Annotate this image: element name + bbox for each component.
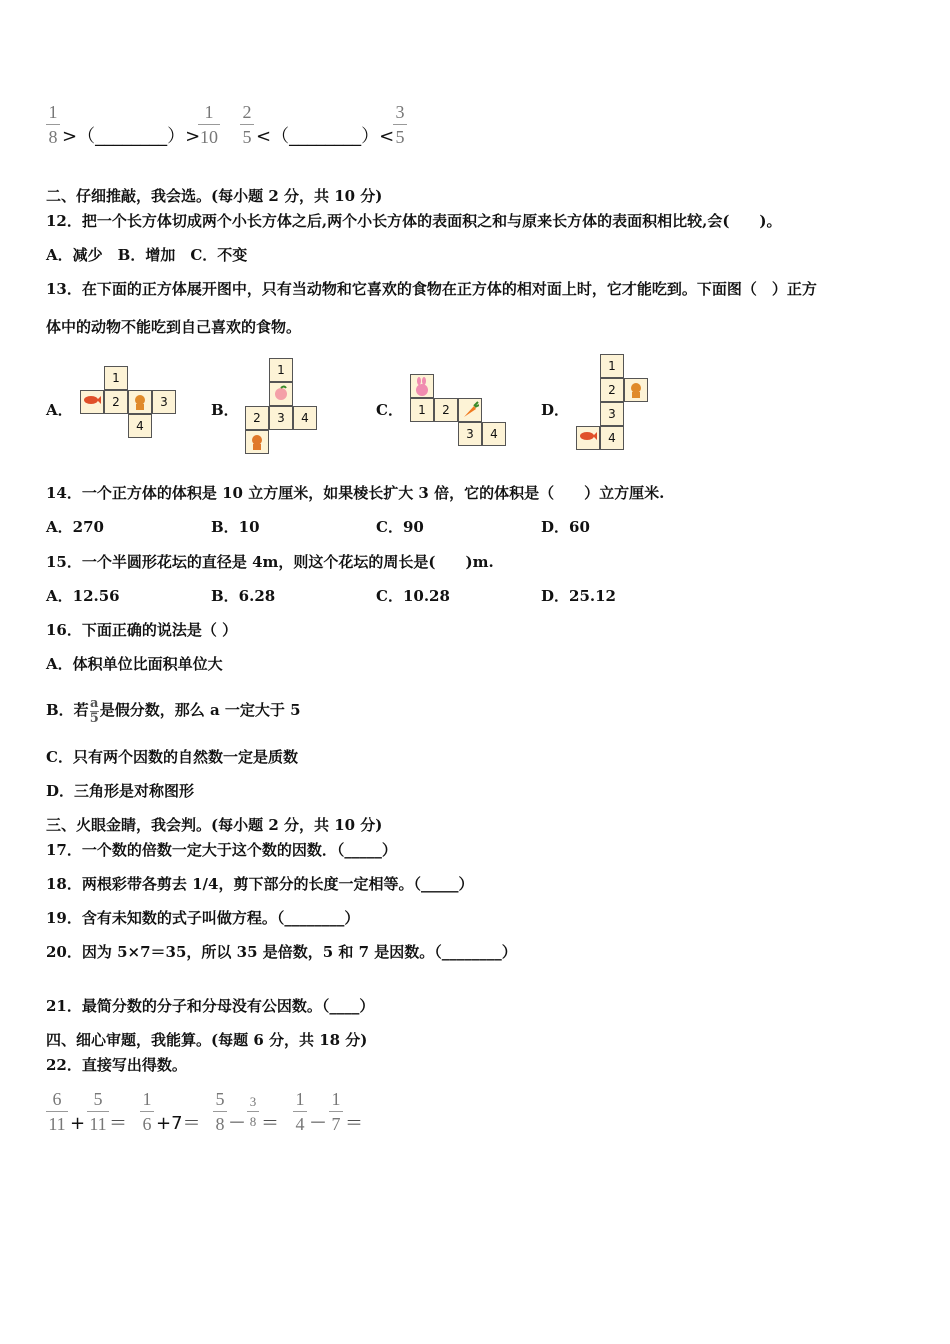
net-square-monkey xyxy=(245,430,269,454)
q16-option-a[interactable]: A．体积单位比面积单位大 xyxy=(46,655,223,673)
fraction-2-5: 2 5 xyxy=(240,102,254,147)
net-square: 4 xyxy=(128,414,152,438)
net-square: 2 xyxy=(600,378,624,402)
rabbit-icon xyxy=(413,377,431,397)
net-square: 2 xyxy=(434,398,458,422)
question-20[interactable]: 20．因为 5×7＝35，所以 35 是倍数，5 和 7 是因数。（________） xyxy=(46,943,517,961)
fish-icon xyxy=(83,393,101,407)
net-square: 3 xyxy=(600,402,624,426)
question-18[interactable]: 18．两根彩带各剪去 1/4，剪下部分的长度一定相等。（_____） xyxy=(46,875,474,893)
q13-option-b[interactable]: B． xyxy=(211,401,239,419)
question-16: 16．下面正确的说法是（ ） xyxy=(46,621,238,639)
fraction-3-8: 3 8 xyxy=(247,1094,259,1129)
net-square: 3 xyxy=(269,406,293,430)
q16-b-prefix: B．若 xyxy=(46,701,89,719)
question-13-line-1: 13．在下面的正方体展开图中，只有当动物和它喜欢的食物在正方体的相对面上时，它才能吃到。下面图（ ）正方 xyxy=(46,280,817,298)
minus-sign: － xyxy=(228,1113,246,1134)
net-square-tiger xyxy=(624,378,648,402)
net-square: 3 xyxy=(152,390,176,414)
fraction-1-7: 1 7 xyxy=(329,1089,343,1134)
question-12: 12．把一个长方体切成两个小长方体之后,两个小长方体的表面积之和与原来长方体的表面积相比较,会( )。 xyxy=(46,212,782,230)
net-square: 4 xyxy=(482,422,506,446)
plus-seven-equals[interactable]: +7＝ xyxy=(156,1113,201,1134)
q14-option-a[interactable]: A．270 xyxy=(46,518,104,536)
question-21[interactable]: 21．最简分数的分子和分母没有公因数。（____） xyxy=(46,997,375,1015)
net-square: 1 xyxy=(600,354,624,378)
equals-sign[interactable]: ＝ xyxy=(109,1113,127,1134)
question-19[interactable]: 19．含有未知数的式子叫做方程。（________） xyxy=(46,909,360,927)
net-square: 1 xyxy=(104,366,128,390)
q15-option-b[interactable]: B．6.28 xyxy=(211,587,276,605)
net-square: 4 xyxy=(293,406,317,430)
q16-option-b[interactable] xyxy=(46,690,301,730)
section-4-heading: 四、细心审题，我能算。(每题 6 分，共 18 分) xyxy=(46,1031,368,1049)
question-15: 15．一个半圆形花坛的直径是 4m，则这个花坛的周长是( )m. xyxy=(46,553,494,571)
net-square-fish xyxy=(80,390,104,414)
q15-option-d[interactable]: D．25.12 xyxy=(541,587,616,605)
q14-option-d[interactable]: D．60 xyxy=(541,518,590,536)
fraction-3-5: 3 5 xyxy=(393,102,407,147)
question-17[interactable]: 17．一个数的倍数一定大于这个数的因数．（_____） xyxy=(46,841,397,859)
question-12-options[interactable]: A．减少 B．增加 C．不变 xyxy=(46,246,248,264)
plus-sign: + xyxy=(70,1113,86,1134)
q15-option-c[interactable]: C．10.28 xyxy=(376,587,450,605)
equals-sign[interactable]: ＝ xyxy=(345,1113,363,1134)
q16-option-d[interactable]: D．三角形是对称图形 xyxy=(46,782,195,800)
q13-option-c[interactable]: C． xyxy=(376,401,403,419)
net-square: 1 xyxy=(269,358,293,382)
fraction-1-8: 1 8 xyxy=(46,102,60,147)
carrot-icon xyxy=(461,401,479,419)
q13-option-a[interactable]: A． xyxy=(46,401,73,419)
fraction-1-10: 1 10 xyxy=(200,102,218,147)
fraction-1-6: 1 6 xyxy=(140,1089,154,1134)
tiger-icon xyxy=(627,381,645,399)
answer-blank-1[interactable]: >（________）> xyxy=(62,126,201,147)
monkey-icon xyxy=(248,433,266,451)
section-3-heading: 三、火眼金睛，我会判。(每小题 2 分，共 10 分) xyxy=(46,816,383,834)
tiger-icon xyxy=(131,393,149,411)
q16-option-c[interactable]: C．只有两个因数的自然数一定是质数 xyxy=(46,748,298,766)
q14-option-b[interactable]: B．10 xyxy=(211,518,260,536)
net-square: 1 xyxy=(410,398,434,422)
net-square: 3 xyxy=(458,422,482,446)
q16-b-suffix: 是假分数，那么 a 一定大于 5 xyxy=(99,701,301,719)
minus-sign: － xyxy=(309,1113,327,1134)
fraction-6-11: 6 11 xyxy=(46,1089,68,1134)
peach-icon xyxy=(273,385,289,401)
fraction-a-5: $\frac{a}{5}$ xyxy=(89,695,99,726)
equals-sign[interactable]: ＝ xyxy=(261,1113,279,1134)
question-22: 22．直接写出得数。 xyxy=(46,1056,187,1074)
net-square-carrot xyxy=(458,398,482,422)
fish-icon xyxy=(579,429,597,443)
fraction-1-4: 1 4 xyxy=(293,1089,307,1134)
net-square: 2 xyxy=(104,390,128,414)
fraction-5-8: 5 8 xyxy=(213,1089,227,1134)
net-square-rabbit xyxy=(410,374,434,398)
q15-option-a[interactable]: A．12.56 xyxy=(46,587,120,605)
net-square-fish xyxy=(576,426,600,450)
question-13-line-2: 体中的动物不能吃到自己喜欢的食物。 xyxy=(46,318,302,336)
q14-option-c[interactable]: C．90 xyxy=(376,518,424,536)
question-14: 14．一个正方体的体积是 10 立方厘米，如果棱长扩大 3 倍，它的体积是（ ）立方厘米. xyxy=(46,484,665,502)
answer-blank-2[interactable]: <（________）< xyxy=(256,126,395,147)
section-2-heading: 二、仔细推敲，我会选。(每小题 2 分，共 10 分) xyxy=(46,187,383,205)
net-square: 2 xyxy=(245,406,269,430)
net-square-peach xyxy=(269,382,293,406)
net-square: 4 xyxy=(600,426,624,450)
q13-option-d[interactable]: D． xyxy=(541,401,570,419)
fraction-5-11: 5 11 xyxy=(87,1089,109,1134)
net-square-tiger xyxy=(128,390,152,414)
